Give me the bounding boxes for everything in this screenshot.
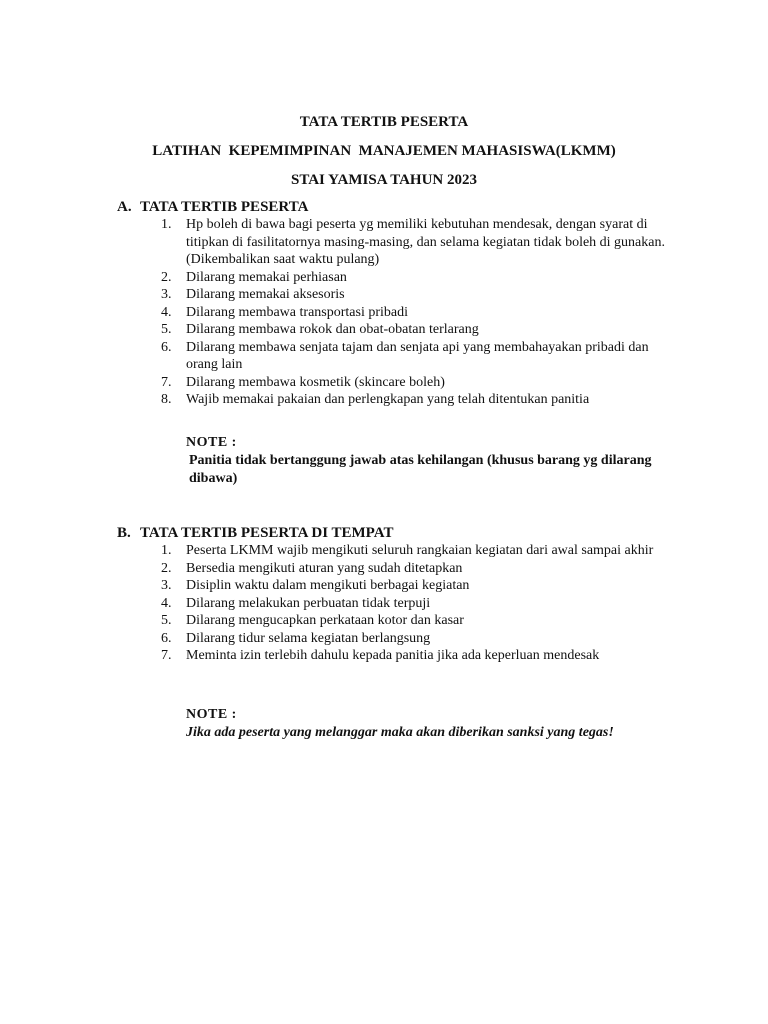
list-item-text: Dilarang mengucapkan perkataan kotor dan kasar [186,613,464,628]
list-item-text: Disiplin waktu dalam mengikuti berbagai kegiatan [186,578,470,593]
list-item [117,542,671,560]
list-item [117,391,671,409]
list-item-number: 6. [161,339,172,355]
list-item-number: 4. [161,304,172,320]
section-a-heading [117,198,717,216]
section-b-letter: B. [117,525,131,541]
section-b-list [117,542,717,665]
list-item-number: 1. [161,217,172,232]
list-item-number: 3. [161,287,172,302]
list-item-text: Dilarang membawa transportasi pribadi [186,304,408,320]
list-item-number: 8. [161,392,172,407]
list-item-text: Dilarang melakukan perbuatan tidak terpuji [186,595,431,611]
list-item-number: 7. [161,374,172,390]
list-item-number: 7. [161,648,172,663]
section-a [117,198,717,409]
document-subtitle: LATIHAN KEPEMIMPINAN MANAJEMEN MAHASISWA(LKMM) [152,143,616,159]
section-b-note [186,706,686,742]
list-item [117,595,671,613]
document-institution-year: STAI YAMISA TAHUN 2023 [290,172,477,188]
list-item-text: Dilarang membawa kosmetik (skincare boleh) [186,374,445,390]
section-a-note [186,434,686,488]
note-label: NOTE : [186,707,237,722]
list-item-text: Dilarang memakai aksesoris [186,287,345,302]
section-b-heading [117,524,717,542]
list-item-number: 5. [161,613,172,628]
list-item-number: 2. [161,269,172,285]
section-b [117,524,717,665]
note-text: Jika ada peserta yang melanggar maka akan diberikan sanksi yang tegas! [186,725,614,740]
list-item-text: Bersedia mengikuti aturan yang sudah ditetapkan [186,560,463,576]
list-item-number: 4. [161,595,172,611]
list-item [117,374,671,392]
section-a-title: TATA TERTIB PESERTA [140,199,309,215]
list-item [117,577,671,595]
list-item-text: Peserta LKMM wajib mengikuti seluruh rangkaian kegiatan dari awal sampai akhir [186,543,654,558]
list-item-text: Wajib memakai pakaian dan perlengkapan yang telah ditentukan panitia [186,392,590,407]
list-item [117,321,671,339]
list-item-text: Dilarang tidur selama kegiatan berlangsung [186,630,431,646]
section-a-list [117,216,717,409]
list-item-text: Dilarang membawa senjata tajam dan senjata api yang membahayakan pribadi dan orang lain [186,339,649,372]
list-item-number: 3. [161,578,172,593]
section-a-letter: A. [117,199,132,215]
section-b-title: TATA TERTIB PESERTA DI TEMPAT [140,525,394,541]
list-item-text: Hp boleh di bawa bagi peserta yg memiliki kebutuhan mendesak, dengan syarat di titipkan di fasilitatornya masing-masing, dan selama kegiatan tidak boleh di gunakan. (Dikembalikan saat waktu pulang) [186,217,665,267]
list-item [117,286,671,304]
list-item-number: 6. [161,630,172,646]
list-item [117,647,671,665]
list-item-number: 1. [161,543,172,558]
list-item-text: Dilarang memakai perhiasan [186,269,347,285]
list-item-number: 5. [161,322,172,337]
list-item-text: Dilarang membawa rokok dan obat-obatan terlarang [186,322,479,337]
note-label: NOTE : [186,435,237,450]
list-item [117,269,671,287]
list-item-text: Meminta izin terlebih dahulu kepada panitia jika ada keperluan mendesak [186,648,600,663]
list-item [117,339,671,374]
list-item [117,304,671,322]
note-text: Panitia tidak bertanggung jawab atas kehilangan (khusus barang yg dilarang dibawa) [189,453,652,486]
list-item [117,560,671,578]
list-item-number: 2. [161,560,172,576]
document-title: TATA TERTIB PESERTA [299,114,469,130]
list-item [117,216,671,269]
list-item [117,630,671,648]
list-item [117,612,671,630]
